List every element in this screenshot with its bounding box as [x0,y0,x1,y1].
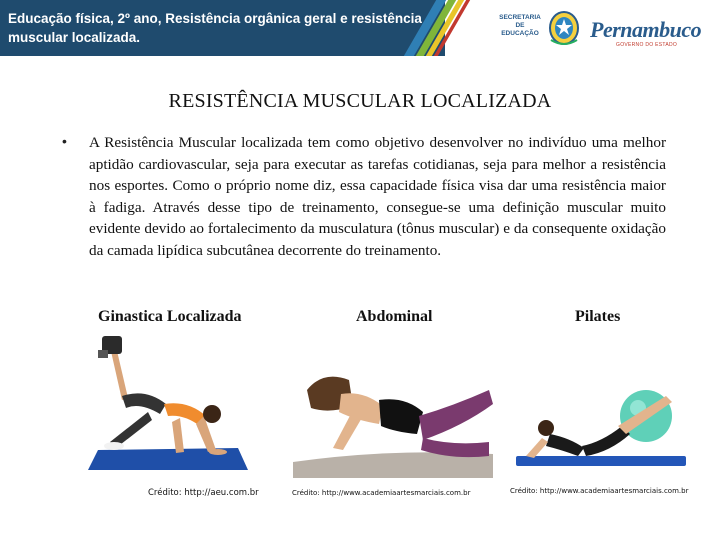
abdominal-photo [293,350,493,478]
bullet-paragraph: A Resistência Muscular localizada tem como objetivo desenvolver no indivíduo uma melhor aptidão cardiovascular, seja para executar as tarefas cotidianas, seja para melhor a resistência nos esportes. Como o próprio nome diz, essa capacidade física visa dar uma resistência maior à fadiga. Através desse tipo de treinamento, consegue-se uma definição muscular muito evidente devido ao fortalecimento da musculatura (tônus muscular) e da consequente oxidação da camada lipídica subcutânea decorrente do treinamento. [89,134,666,259]
pilates-photo [506,376,696,476]
credit-abdominal: Crédito: http://www.academiaartesmarciais.com.br [292,489,471,497]
ginastica-localizada-photo [88,330,258,470]
header-title: Educação física, 2º ano, Resistência orgânica geral e resistência muscular localizada. [8,11,422,45]
pernambuco-logo: Pernambuco [590,17,702,42]
header-title-band [0,0,445,56]
pernambuco-logo-subtitle: GOVERNO DO ESTADO [616,42,678,48]
credit-pilates: Crédito: http://www.academiaartesmarciais.com.br [510,487,689,495]
pernambuco-seal-icon [547,10,581,46]
label-abdominal: Abdominal [356,308,433,325]
credit-ginastica: Crédito: http://aeu.com.br [148,488,259,498]
bullet-marker: • [62,133,67,149]
slide-header [0,0,720,56]
secretaria-educacao-logo: SECRETARIA DE EDUCAÇÃO [499,14,541,37]
label-pilates: Pilates [575,308,621,325]
slide-title: RESISTÊNCIA MUSCULAR LOCALIZADA [168,90,552,112]
label-ginastica-localizada: Ginastica Localizada [98,308,242,325]
